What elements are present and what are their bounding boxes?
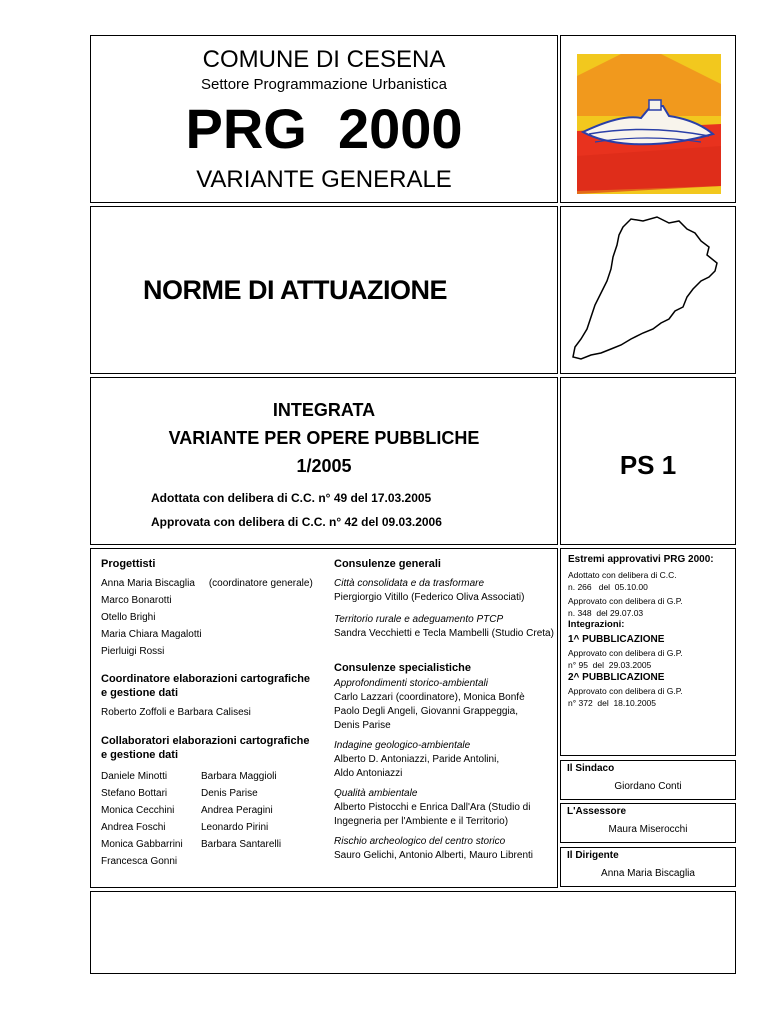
- consulenza-topic: Rischio archeologico del centro storico: [334, 836, 506, 847]
- settore-subtitle: Settore Programmazione Urbanistica: [201, 76, 447, 93]
- coordinatore-heading: Coordinatore elaborazioni cartografiche: [101, 673, 311, 685]
- estremi-line: Approvato con delibera di G.P.: [568, 596, 683, 606]
- sindaco-box: [560, 760, 736, 800]
- collaboratore-name: Denis Parise: [201, 788, 258, 799]
- consulenze-specialistiche-heading: Consulenze specialistiche: [334, 662, 471, 674]
- pub1-heading: 1^ PUBBLICAZIONE: [568, 634, 665, 645]
- variante-opere-label: VARIANTE PER OPERE PUBBLICHE: [168, 428, 480, 448]
- collaboratore-name: Andrea Foschi: [101, 822, 166, 833]
- collaboratori-col2: [201, 768, 281, 853]
- variante-box: [90, 377, 558, 545]
- consulenze-generali-heading: Consulenze generali: [334, 558, 441, 570]
- consulenza-people: Sauro Gelichi, Antonio Alberti, Mauro Librenti: [334, 850, 533, 861]
- assessore-name: Maura Miserocchi: [608, 824, 688, 835]
- consulenza-people: Piergiorgio Vitillo (Federico Oliva Associati): [334, 592, 525, 603]
- consulenza-people: Aldo Antoniazzi: [334, 768, 403, 779]
- sindaco-label: Il Sindaco: [567, 763, 615, 774]
- coordinatore-names: Roberto Zoffoli e Barbara Calisesi: [101, 707, 251, 718]
- adottata-line: Adottata con delibera di C.C. n° 49 del 17.03.2005: [151, 491, 432, 505]
- assessore-box: [560, 803, 736, 843]
- consulenza-people: Sandra Vecchietti e Tecla Mambelli (Studio Creta): [334, 628, 554, 639]
- pub1-line: n° 95 del 29.03.2005: [568, 660, 652, 670]
- collaboratori-heading-2: e gestione dati: [101, 749, 179, 761]
- collaboratore-name: Andrea Peragini: [201, 805, 273, 816]
- variante-subtitle: VARIANTE GENERALE: [196, 166, 452, 193]
- estremi-line: Adottato con delibera di C.C.: [568, 570, 677, 580]
- prg-title: PRG 2000: [185, 97, 463, 160]
- consulenza-people: Ingegneria per l'Ambiente e il Territorio): [334, 816, 509, 827]
- integrazioni-label: Integrazioni:: [568, 619, 625, 630]
- dirigente-box: [560, 847, 736, 887]
- collaboratori-col1: [101, 768, 183, 870]
- title-box: [90, 206, 558, 374]
- progettista-name: Marco Bonarotti: [101, 595, 172, 606]
- estremi-heading: Estremi approvativi PRG 2000:: [568, 554, 714, 565]
- consulenza-topic: Approfondimenti storico-ambientali: [334, 678, 488, 689]
- consulenze-section: [334, 557, 554, 863]
- estremi-box: [560, 548, 736, 756]
- collaboratore-name: Monica Gabbarrini: [101, 839, 183, 850]
- collaboratore-name: Monica Cecchini: [101, 805, 175, 816]
- dirigente-name: Anna Maria Biscaglia: [601, 868, 695, 879]
- collaboratore-name: Leonardo Pirini: [201, 822, 269, 833]
- code-box: [560, 377, 736, 545]
- dirigente-label: Il Dirigente: [567, 850, 619, 861]
- cesena-logo-icon: [561, 36, 735, 202]
- integrata-label: INTEGRATA: [272, 400, 376, 420]
- coordinatore-heading-2: e gestione dati: [101, 687, 179, 699]
- numero-label: 1/2005: [296, 456, 352, 476]
- comune-title: COMUNE DI CESENA: [202, 46, 446, 73]
- estremi-line: n. 266 del 05.10.00: [568, 582, 648, 592]
- assessore-label: L'Assessore: [567, 806, 627, 817]
- collaboratore-name: Daniele Minotti: [101, 771, 168, 782]
- norme-title: NORME DI ATTUAZIONE: [143, 275, 447, 305]
- header-box: [90, 35, 558, 203]
- collaboratore-name: Barbara Maggioli: [201, 771, 277, 782]
- document-code: PS 1: [619, 450, 677, 480]
- consulenza-people: Alberto Pistocchi e Enrica Dall'Ara (Studio di: [334, 802, 531, 813]
- approvata-line: Approvata con delibera di C.C. n° 42 del 09.03.2006: [151, 515, 442, 529]
- consulenza-people: Alberto D. Antoniazzi, Paride Antolini,: [334, 754, 500, 765]
- collaboratore-name: Stefano Bottari: [101, 788, 168, 799]
- notes-box: [90, 891, 736, 974]
- consulenza-people: Paolo Degli Angeli, Giovanni Grappeggia,: [334, 706, 519, 717]
- consulenza-people: Carlo Lazzari (coordinatore), Monica Bonfè: [334, 692, 525, 703]
- consulenza-topic: Città consolidata e da trasformare: [334, 578, 485, 589]
- consulenza-people: Denis Parise: [334, 720, 391, 731]
- pub2-line: Approvato con delibera di G.P.: [568, 686, 683, 696]
- progettisti-section: [101, 557, 326, 878]
- territory-map-icon: [561, 207, 735, 373]
- consulenza-topic: Qualità ambientale: [334, 788, 418, 799]
- sindaco-name: Giordano Conti: [614, 781, 682, 792]
- credits-box: [90, 548, 558, 888]
- estremi-line: n. 348 del 29.07.03: [568, 608, 644, 618]
- consulenza-topic: Indagine geologico-ambientale: [334, 740, 471, 751]
- progettista-name: Anna Maria Biscaglia (coordinatore generale): [101, 578, 313, 589]
- pub1-line: Approvato con delibera di G.P.: [568, 648, 683, 658]
- progettista-name: Otello Brighi: [101, 612, 156, 623]
- collaboratori-heading: Collaboratori elaborazioni cartografiche: [101, 735, 310, 747]
- progettista-name: Maria Chiara Magalotti: [101, 629, 202, 640]
- consulenza-topic: Territorio rurale e adeguamento PTCP: [334, 614, 504, 625]
- map-box: [560, 206, 736, 374]
- logo-box: [560, 35, 736, 203]
- progettisti-heading: Progettisti: [101, 558, 156, 570]
- collaboratore-name: Barbara Santarelli: [201, 839, 282, 850]
- pub2-line: n° 372 del 18.10.2005: [568, 698, 657, 708]
- collaboratore-name: Francesca Gonni: [101, 856, 178, 867]
- progettista-name: Pierluigi Rossi: [101, 646, 165, 657]
- pub2-heading: 2^ PUBBLICAZIONE: [568, 672, 665, 683]
